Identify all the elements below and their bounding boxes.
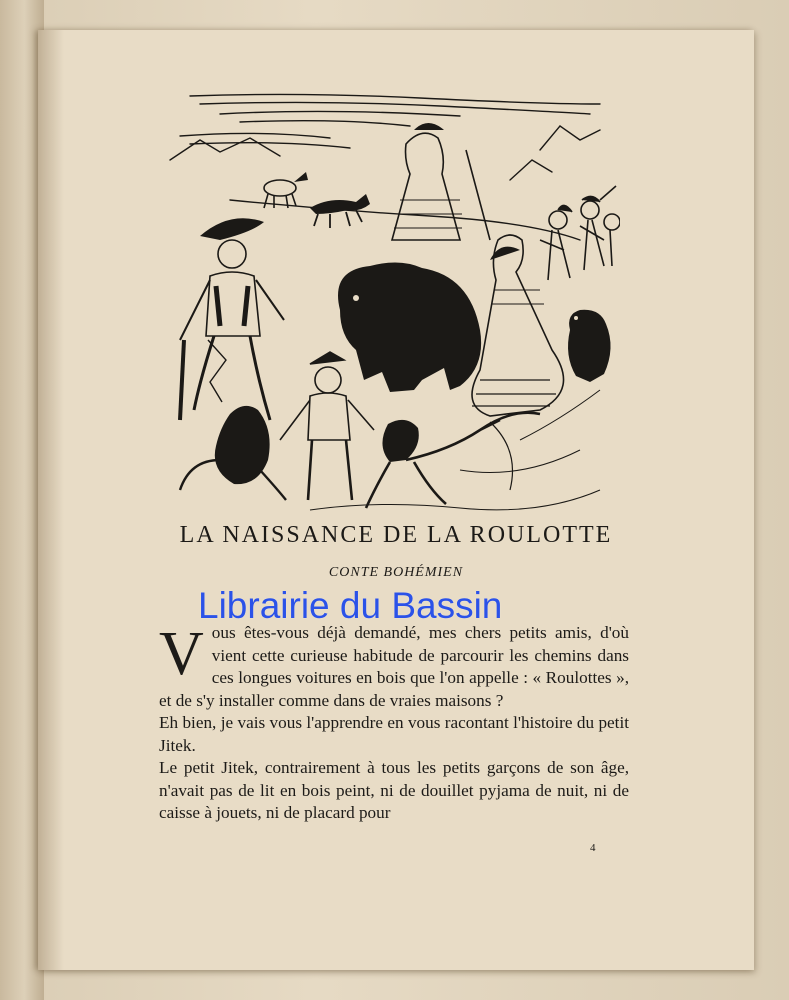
paragraph-2: Eh bien, je vais vous l'apprendre en vous racontant l'histoire du petit Jitek. [159, 713, 629, 755]
chapter-title: LA NAISSANCE DE LA ROULOTTE [179, 522, 613, 548]
watermark-text: Librairie du Bassin [198, 585, 503, 626]
page-number: 4 [590, 842, 596, 854]
bear-cub-figure [568, 310, 611, 382]
goat-figure [264, 172, 308, 208]
body-text [159, 622, 629, 825]
book-page [38, 30, 754, 970]
monkey-right-figure [366, 413, 540, 508]
ground-sketch [310, 390, 600, 510]
drop-cap: V [159, 620, 204, 688]
chapter-subtitle: CONTE BOHÉMIEN [328, 565, 464, 580]
old-woman-figure [392, 123, 490, 240]
illustration-bohemian-procession [160, 90, 620, 520]
paragraph-3: Le petit Jitek, contrairement à tous les petits garçons de son âge, n'avait pas de lit en bois peint, ni de douillet pyjama de nuit, ni de caisse à jouets, ni de placard pour [159, 758, 629, 822]
paragraph-1: ous êtes-vous déjà demandé, mes chers petits amis, d'où vient cette curieuse habitude de parcourir les chemins dans ces longues voitures en bois que l'on appelle : « Roulottes », et de s'y installer comme dans de vraies maisons ? [159, 623, 629, 710]
page-gutter-shadow [38, 30, 64, 970]
boy-figure [280, 352, 374, 500]
man-with-hat-figure [180, 218, 284, 420]
bear-figure [338, 262, 481, 392]
children-group-figure [540, 186, 620, 280]
